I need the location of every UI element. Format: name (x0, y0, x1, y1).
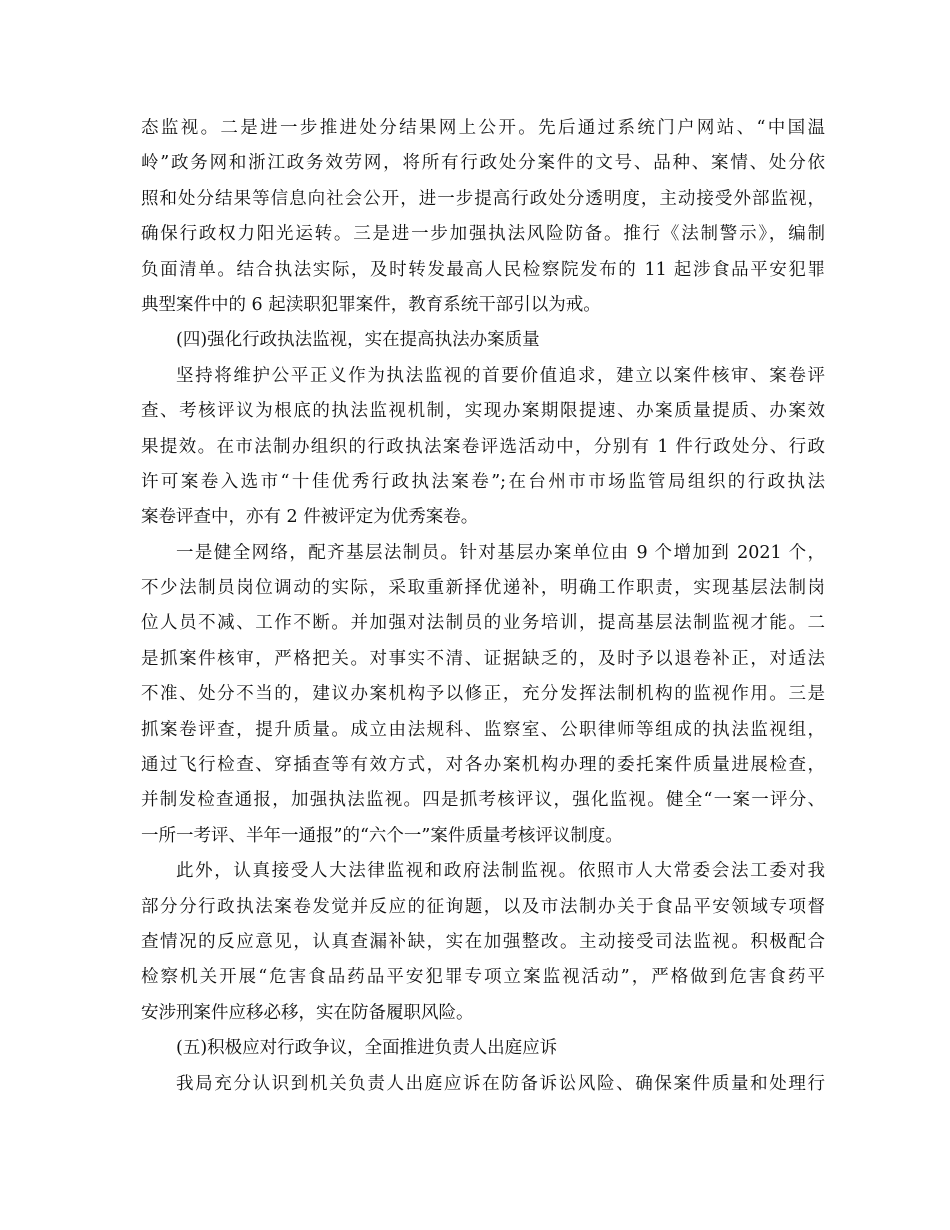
text-line: 不准、处分不当的，建议办案机构予以修正，充分发挥法制机构的监视作用。三是 (141, 684, 825, 705)
text-line: 不少法制员岗位调动的实际，采取重新择优递补，明确工作职责，实现基层法制岗 (141, 578, 825, 599)
text-line: 并制发检查通报，加强执法监视。四是抓考核评议，强化监视。健全“一案一评分、 (141, 790, 825, 811)
text-line: 查情况的反应意见，认真查漏补缺，实在加强整改。主动接受司法监视。积极配合 (141, 931, 825, 952)
text-line: 部分分行政执法案卷发觉并反应的征询题，以及市法制办关于食品平安领域专项督 (141, 896, 825, 917)
text-line: 我局充分认识到机关负责人出庭应诉在防备诉讼风险、确保案件质量和处理行 (176, 1073, 825, 1094)
text-line: 通过飞行检查、穿插查等有效方式，对各办案机构办理的委托案件质量进展检查， (141, 755, 825, 776)
text-line: 态监视。二是进一步推进处分结果网上公开。先后通过系统门户网站、“中国温 (141, 118, 825, 138)
text-line: 负面清单。结合执法实际，及时转发最高人民检察院发布的 11 起涉食品平安犯罪 (141, 259, 825, 280)
text-line: 查、考核评议为根底的执法监视机制，实现办案期限提速、办案质量提质、办案效 (141, 401, 825, 422)
document-body (141, 111, 825, 1102)
text-line: (五)积极应对行政争议，全面推进负责人出庭应诉 (176, 1038, 558, 1059)
text-line: 照和处分结果等信息向社会公开，进一步提高行政处分透明度，主动接受外部监视， (141, 188, 825, 209)
text-line: (四)强化行政执法监视，实在提高执法办案质量 (176, 330, 540, 351)
text-line: 坚持将维护公平正义作为执法监视的首要价值追求，建立以案件核审、案卷评 (176, 365, 825, 386)
text-line: 位人员不减、工作不断。并加强对法制员的业务培训，提高基层法制监视才能。二 (141, 613, 825, 634)
text-line: 此外，认真接受人大法律监视和政府法制监视。依照市人大常委会法工委对我 (176, 861, 825, 882)
text-line: 是抓案件核审，严格把关。对事实不清、证据缺乏的，及时予以退卷补正，对适法 (141, 648, 825, 669)
text-line: 检察机关开展“危害食品药品平安犯罪专项立案监视活动”，严格做到危害食药平 (141, 967, 825, 988)
text-line: 抓案卷评查，提升质量。成立由法规科、监察室、公职律师等组成的执法监视组， (141, 719, 825, 740)
text-line: 一是健全网络，配齐基层法制员。针对基层办案单位由 9 个增加到 2021 个， (176, 542, 825, 563)
text-line: 安涉刑案件应移必移，实在防备履职风险。 (141, 1002, 474, 1023)
text-line: 典型案件中的 6 起渎职犯罪案件，教育系统干部引以为戒。 (141, 294, 601, 315)
text-line: 案卷评查中，亦有 2 件被评定为优秀案卷。 (141, 507, 479, 528)
text-line: 果提效。在市法制办组织的行政执法案卷评选活动中，分别有 1 件行政处分、行政 (141, 436, 825, 457)
text-line: 一所一考评、半年一通报”的“六个一”案件质量考核评议制度。 (141, 825, 623, 846)
text-line: 确保行政权力阳光运转。三是进一步加强执法风险防备。推行《法制警示》，编制 (141, 224, 825, 245)
text-line: 岭”政务网和浙江政务效劳网，将所有行政处分案件的文号、品种、案情、处分依 (141, 153, 825, 174)
text-line: 许可案卷入选市“十佳优秀行政执法案卷”;在台州市市场监管局组织的行政执法 (141, 471, 825, 492)
